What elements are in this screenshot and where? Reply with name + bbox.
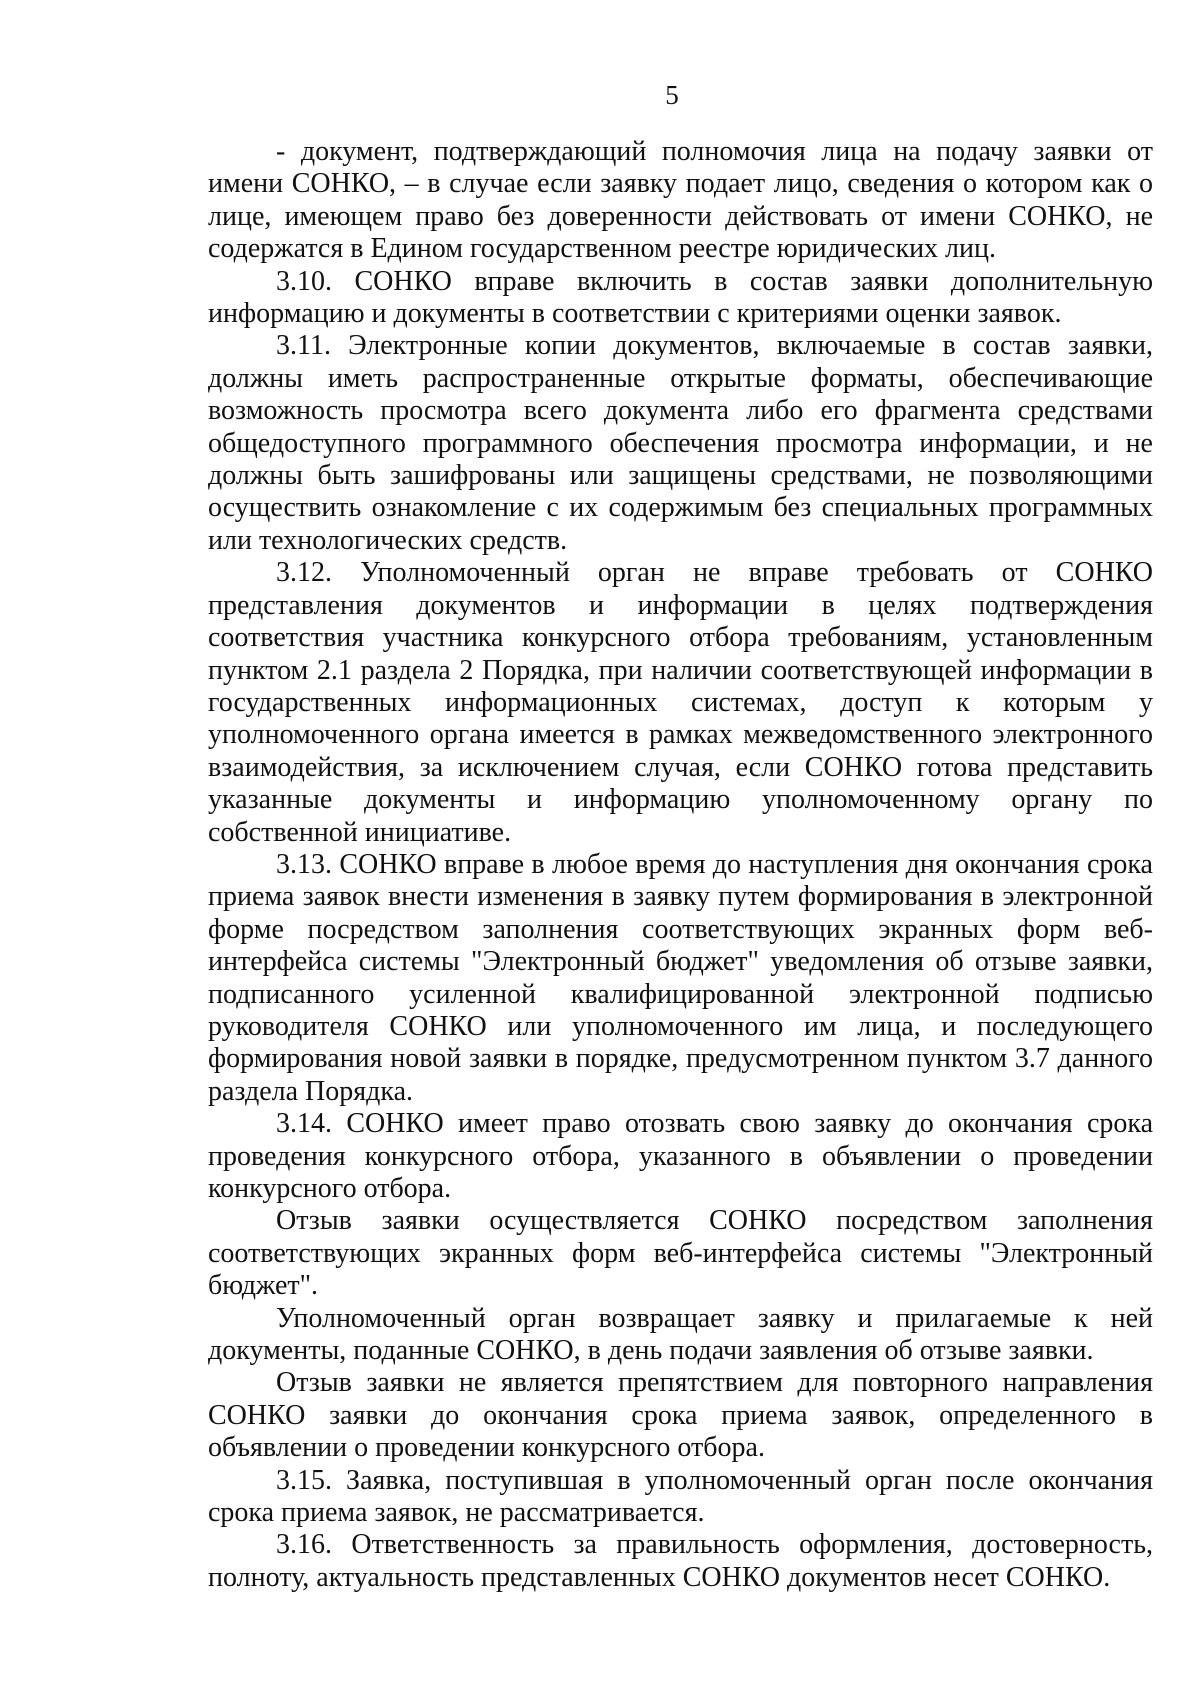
- document-body: [208, 136, 1153, 1594]
- paragraph-withdrawal-method: Отзыв заявки осуществляется СОНКО посредством заполнения соответствующих экранных форм веб-интерфейса системы "Электронный бюджет".: [208, 1205, 1153, 1302]
- paragraph-return-documents: Уполномоченный орган возвращает заявку и прилагаемые к ней документы, поданные СОНКО, в день подачи заявления об отзыве заявки.: [208, 1302, 1153, 1367]
- paragraph-3-12: 3.12. Уполномоченный орган не вправе требовать от СОНКО представления документов и информации в целях подтверждения соответствия участника конкурсного отбора требованиям, установленным пунктом 2.1 раздела 2 Порядка, при наличии соответствующей информации в государственных информационных системах, доступ к которым у уполномоченного органа имеется в рамках межведомственного электронного взаимодействия, за исключением случая, если СОНКО готова представить указанные документы и информацию уполномоченному органу по собственной инициативе.: [208, 557, 1153, 848]
- paragraph-authority-document: - документ, подтверждающий полномочия лица на подачу заявки от имени СОНКО, – в случае если заявку подает лицо, сведения о котором как о лице, имеющем право без доверенности действовать от имени СОНКО, не содержатся в Едином государственном реестре юридических лиц.: [208, 136, 1153, 265]
- paragraph-3-14: 3.14. СОНКО имеет право отозвать свою заявку до окончания срока проведения конкурсного отбора, указанного в объявлении о проведении конкурсного отбора.: [208, 1108, 1153, 1204]
- paragraph-3-16: 3.16. Ответственность за правильность оформления, достоверность, полноту, актуальность представленных СОНКО документов несет СОНКО.: [208, 1529, 1153, 1593]
- paragraph-3-10: 3.10. СОНКО вправе включить в состав заявки дополнительную информацию и документы в соответствии с критериями оценки заявок.: [208, 265, 1153, 330]
- paragraph-3-15: 3.15. Заявка, поступившая в уполномоченный орган после окончания срока приема заявок, не рассматривается.: [208, 1464, 1153, 1529]
- paragraph-resubmission: Отзыв заявки не является препятствием для повторного направления СОНКО заявки до окончания срока приема заявок, определенного в объявлении о проведении конкурсного отбора.: [208, 1367, 1153, 1464]
- paragraph-3-11: 3.11. Электронные копии документов, включаемые в состав заявки, должны иметь распространенные открытые форматы, обеспечивающие возможность просмотра всего документа либо его фрагмента средствами общедоступного программного обеспечения просмотра информации, и не должны быть зашифрованы или защищены средствами, не позволяющими осуществить ознакомление с их содержимым без специальных программных или технологических средств.: [208, 330, 1153, 556]
- page-number: 5: [665, 80, 679, 110]
- paragraph-3-13: 3.13. СОНКО вправе в любое время до наступления дня окончания срока приема заявок внести изменения в заявку путем формирования в электронной форме посредством заполнения соответствующих экранных форм веб-интерфейса системы "Электронный бюджет" уведомления об отзыве заявки, подписанного усиленной квалифицированной электронной подписью руководителя СОНКО или уполномоченного им лица, и последующего формирования новой заявки в порядке, предусмотренном пунктом 3.7 данного раздела Порядка.: [208, 848, 1153, 1107]
